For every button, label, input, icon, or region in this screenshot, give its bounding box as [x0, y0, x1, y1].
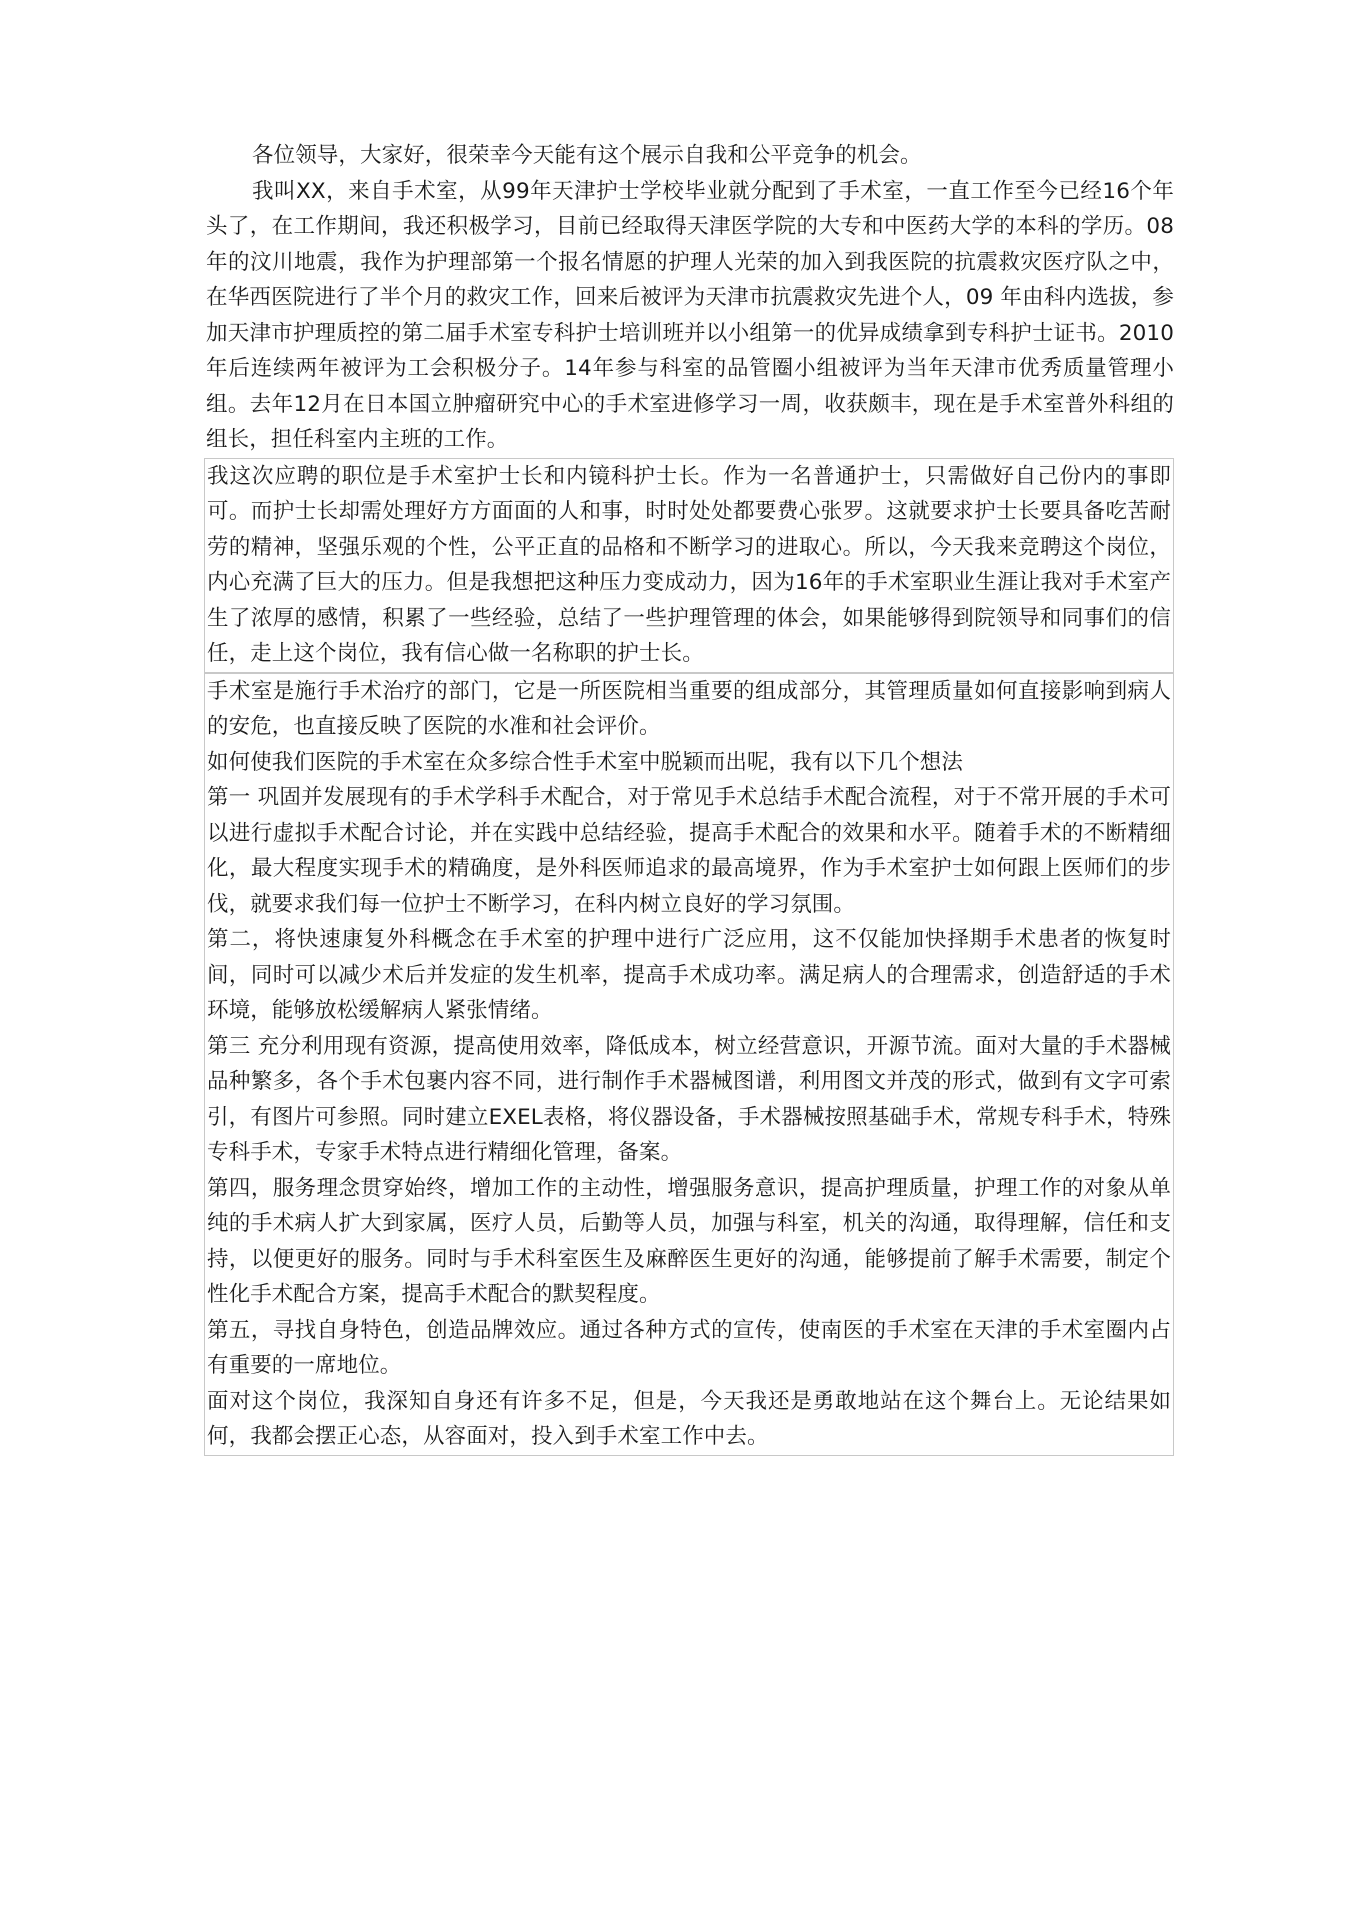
- department-paragraph: 手术室是施行手术治疗的部门，它是一所医院相当重要的组成部分，其管理质量如何直接影响到病人的安危，也直接反映了医院的水准和社会评价。: [207, 678, 1171, 739]
- position-section: [204, 458, 1174, 673]
- closing-paragraph: 面对这个岗位，我深知自身还有许多不足，但是，今天我还是勇敢地站在这个舞台上。无论结果如何，我都会摆正心态，从容面对，投入到手术室工作中去。: [207, 1388, 1171, 1449]
- speech-body: [206, 138, 1174, 1456]
- point-4-paragraph: 第四，服务理念贯穿始终，增加工作的主动性，增强服务意识，提高护理质量，护理工作的对象从单纯的手术病人扩大到家属，医疗人员，后勤等人员，加强与科室，机关的沟通，取得理解，信任和支持，以便更好的服务。同时与手术科室医生及麻醉医生更好的沟通，能够提前了解手术需要，制定个性化手术配合方案，提高手术配合的默契程度。: [207, 1175, 1171, 1307]
- point-3-paragraph: 第三 充分利用现有资源，提高使用效率，降低成本，树立经营意识，开源节流。面对大量的手术器械品种繁多，各个手术包裹内容不同，进行制作手术器械图谱，利用图文并茂的形式，做到有文字可索引，有图片可参照。同时建立EXEL表格，将仪器设备，手术器械按照基础手术，常规专科手术，特殊专科手术，专家手术特点进行精细化管理，备案。: [207, 1033, 1171, 1165]
- greeting-paragraph: 各位领导，大家好，很荣幸今天能有这个展示自我和公平竞争的机会。: [252, 143, 922, 168]
- position-paragraph: 我这次应聘的职位是手术室护士长和内镜科护士长。作为一名普通护士，只需做好自己份内的事即可。而护士长却需处理好方方面面的人和事，时时处处都要费心张罗。这就要求护士长要具备吃苦耐劳的精神，坚强乐观的个性，公平正直的品格和不断学习的进取心。所以，今天我来竞聘这个岗位，内心充满了巨大的压力。但是我想把这种压力变成动力，因为16年的手术室职业生涯让我对手术室产生了浓厚的感情，积累了一些经验，总结了一些护理管理的体会，如果能够得到院领导和同事们的信任，走上这个岗位，我有信心做一名称职的护士长。: [207, 463, 1171, 666]
- point-2-paragraph: 第二，将快速康复外科概念在手术室的护理中进行广泛应用，这不仅能加快择期手术患者的恢复时间，同时可以减少术后并发症的发生机率，提高手术成功率。满足病人的合理需求，创造舒适的手术环境，能够放松缓解病人紧张情绪。: [207, 927, 1171, 1023]
- self-intro-paragraph: 我叫XX，来自手术室，从99年天津护士学校毕业就分配到了手术室，一直工作至今已经16个年头了，在工作期间，我还积极学习，目前已经取得天津医学院的大专和中医药大学的本科的学历。08 年的汶川地震，我作为护理部第一个报名情愿的护理人光荣的加入到我医院的抗震救灾医疗队之中，在华西医院进行了半个月的救灾工作，回来后被评为天津市抗震救灾先进个人，09 年由科内选拔，参加天津市护理质控的第二届手术室专科护士培训班并以小组第一的优异成绩拿到专科护士证书。2010 年后连续两年被评为工会积极分子。14年参与科室的品管圈小组被评为当年天津市优秀质量管理小组。去年12月在日本国立肿瘤研究中心的手术室进修学习一周，收获颇丰，现在是手术室普外科组的组长，担任科室内主班的工作。: [206, 178, 1174, 452]
- point-1-paragraph: 第一 巩固并发展现有的手术学科手术配合，对于常见手术总结手术配合流程，对于不常开展的手术可以进行虚拟手术配合讨论，并在实践中总结经验，提高手术配合的效果和水平。随着手术的不断精细化，最大程度实现手术的精确度，是外科医师追求的最高境界，作为手术室护士如何跟上医师们的步伐，就要求我们每一位护士不断学习，在科内树立良好的学习氛围。: [207, 785, 1171, 917]
- plan-section: [204, 673, 1174, 1456]
- lead-in-paragraph: 如何使我们医院的手术室在众多综合性手术室中脱颖而出呢，我有以下几个想法: [207, 749, 964, 775]
- point-5-paragraph: 第五，寻找自身特色，创造品牌效应。通过各种方式的宣传，使南医的手术室在天津的手术室圈内占有重要的一席地位。: [207, 1317, 1171, 1378]
